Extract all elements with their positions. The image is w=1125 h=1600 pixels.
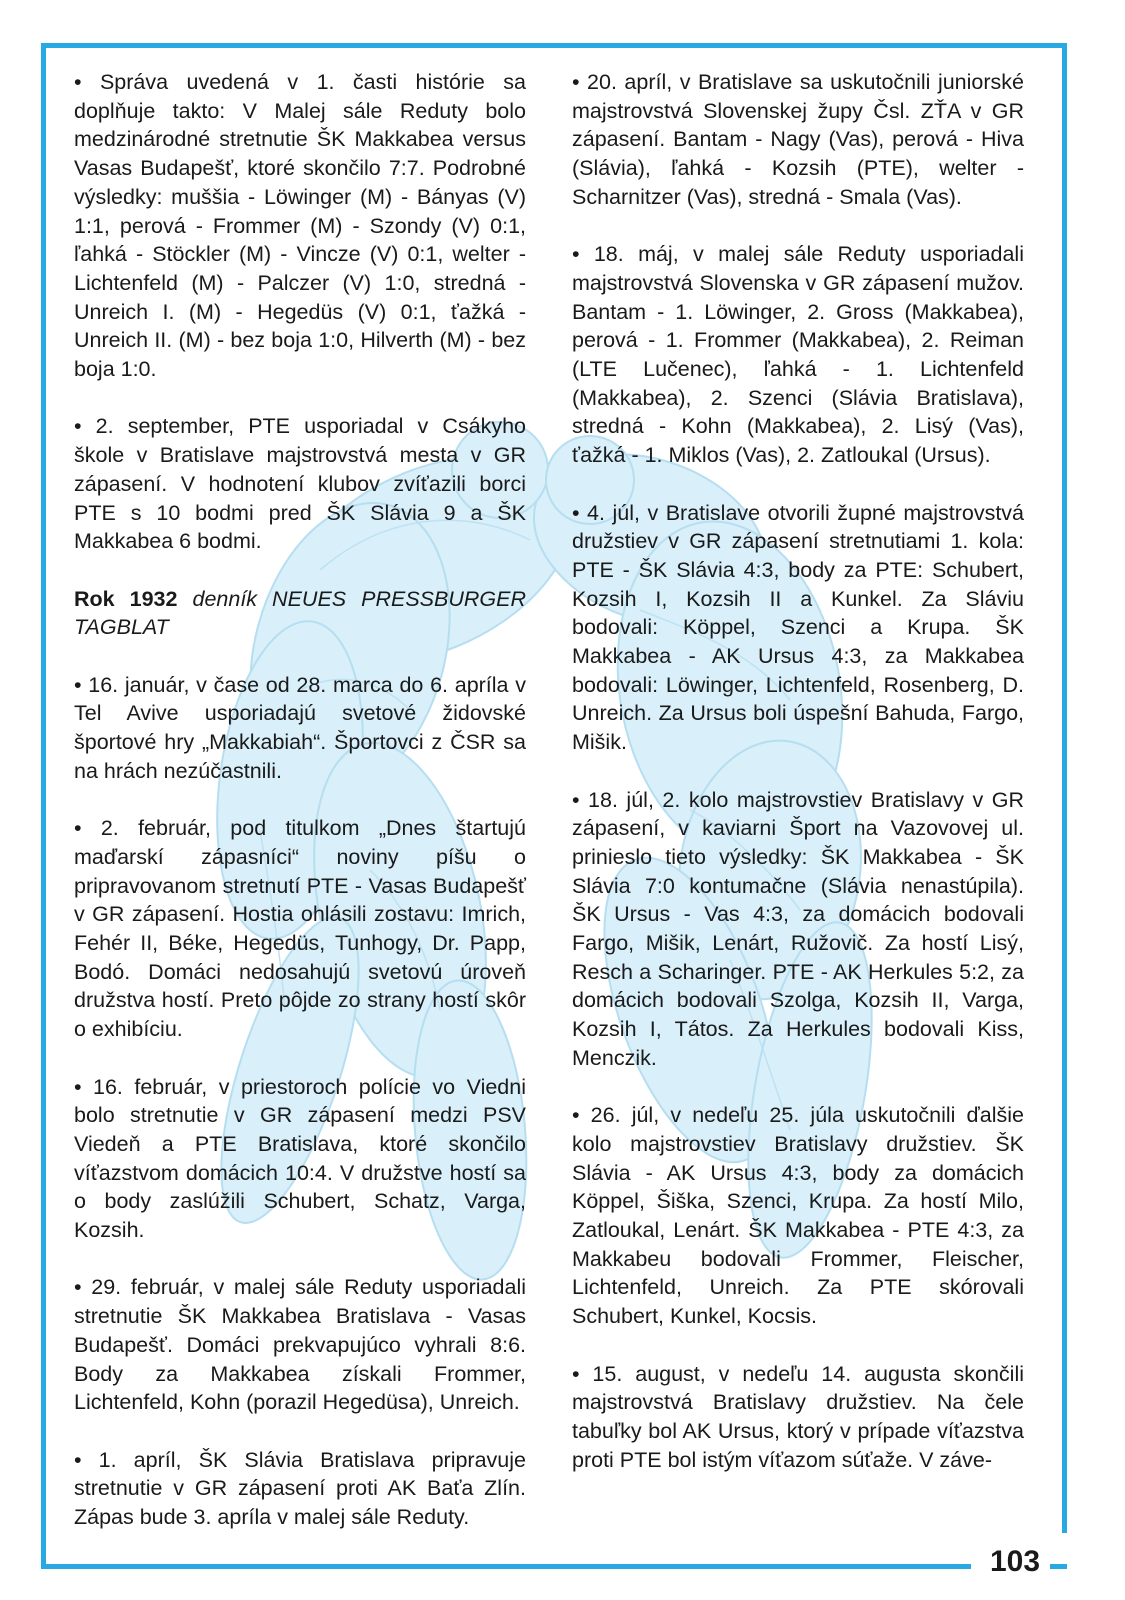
page-frame-tick xyxy=(1050,1564,1067,1569)
year-heading-year: Rok 1932 xyxy=(74,586,178,611)
year-heading-source: denník NEUES PRESSBURGER TAGBLAT xyxy=(74,586,526,640)
right-column xyxy=(572,68,1024,1474)
paragraph: • 15. august, v nedeľu 14. augusta skončili majstrovstvá Bratislavy družstiev. Na čele tabuľky bol AK Ursus, ktorý v prípade víťazstva proti PTE bol istým víťazom súťaže. V záve- xyxy=(572,1361,1024,1472)
page-frame-right xyxy=(1062,43,1067,1533)
paragraph: • 18. júl, 2. kolo majstrovstiev Bratislavy v GR zápasení, v kaviarni Šport na Vazovovej ul. prinieslo tieto výsledky: ŠK Makkabea - ŠK Slávia 7:0 kontumačne (Slávia nenastúpila). ŠK Ursus - Vas 4:3, za domácich bodovali Fargo, Mišik, Lenárt, Ružovič. Za hostí Lisý, Resch a Scharinger. PTE - AK Herkules 5:2, za domácich bodovali Szolga, Kozsih II, Varga, Kozsih I, Tátos. Za Herkules bodovali Kiss, Menczik. xyxy=(572,787,1024,1070)
page-frame-bottom xyxy=(41,1564,971,1569)
paragraph: • 20. apríl, v Bratislave sa uskutočnili juniorské majstrovstvá Slovenskej župy Čsl. ZŤA v GR zápasení. Bantam - Nagy (Vas), perová - Hiva (Slávia), ľahká - Kozsih (PTE), welter - Scharnitzer (Vas), stredná - Smala (Vas). xyxy=(572,70,1024,209)
page-frame-left xyxy=(41,43,46,1569)
paragraph: • 18. máj, v malej sále Reduty usporiadali majstrovstvá Slovenska v GR zápasení mužov. Bantam - 1. Löwinger, 2. Gross (Makkabea), perová - 1. Frommer (Makkabea), 2. Reiman (LTE Lučenec), ľahká - 1. Lichtenfeld (Makkabea), 2. Szenci (Slávia Bratislava), stredná - Kohn (Makkabea), 2. Lisý (Vas), ťažká - 1. Miklos (Vas), 2. Zatloukal (Ursus). xyxy=(572,242,1024,468)
left-column xyxy=(74,68,526,1532)
paragraph: • 2. september, PTE usporiadal v Csákyho škole v Bratislave majstrovstvá mesta v GR zápasení. V hodnotení klubov zvíťazili borci PTE s 10 bodmi pred ŠK Slávia 9 a ŠK Makkabea 6 bodmi. xyxy=(74,414,526,554)
paragraph: • 29. február, v malej sále Reduty usporiadali stretnutie ŠK Makkabea Bratislava - Vasas Budapešť. Domáci prekvapujúco vyhrali 8:6. Body za Makkabea získali Frommer, Lichtenfeld, Kohn (porazil Hegedüsa), Unreich. xyxy=(74,1275,526,1415)
paragraph: • 4. júl, v Bratislave otvorili župné majstrovstvá družstiev v GR zápasení stretnutiami 1. kola: PTE - ŠK Slávia 4:3, body za PTE: Schubert, Kozsih I, Kozsih II a Kunkel. Za Sláviu bodovali: Köppel, Szenci a Krupa. ŠK Makkabea - AK Ursus 4:3, za Makkabea bodovali: Löwinger, Lichtenfeld, Rosenberg, D. Unreich. Za Ursus boli úspešní Bahuda, Fargo, Mišik. xyxy=(572,500,1024,755)
year-heading xyxy=(74,585,526,642)
page-number: 103 xyxy=(989,1545,1041,1578)
paragraph: • 26. júl, v nedeľu 25. júla uskutočnili ďalšie kolo majstrovstiev Bratislavy družstiev. ŠK Slávia - AK Ursus 4:3, body za domácich Köppel, Šiška, Szenci, Krupa. Za hostí Milo, Zatloukal, Lenárt. ŠK Makkabea - PTE 4:3, za Makkabeu bodovali Frommer, Fleischer, Lichtenfeld, Unreich. Za PTE skórovali Schubert, Kunkel, Kocsis. xyxy=(572,1103,1024,1329)
paragraph: • 1. apríl, ŠK Slávia Bratislava pripravuje stretnutie v GR zápasení proti AK Baťa Zlín. Zápas bude 3. apríla v malej sále Reduty. xyxy=(74,1447,526,1530)
paragraph: • Správa uvedená v 1. časti histórie sa doplňuje takto: V Malej sále Reduty bolo medzinárodné stretnutie ŠK Makkabea versus Vasas Budapešť, ktoré skončilo 7:7. Podrobné výsledky: muššia - Löwinger (M) - Bányas (V) 1:1, perová - Frommer (M) - Szondy (V) 0:1, ľahká - Stöckler (M) - Vincze (V) 0:1, welter - Lichtenfeld (M) - Palczer (V) 1:0, stredná - Unreich I. (M) - Hegedüs (V) 0:1, ťažká - Unreich II. (M) - bez boja 1:0, Hilverth (M) - bez boja 1:0. xyxy=(74,70,526,382)
paragraph: • 16. február, v priestoroch polície vo Viedni bolo stretnutie v GR zápasení medzi PSV Viedeň a PTE Bratislava, ktoré skončilo víťazstvom domácich 10:4. V družstve hostí sa o body zaslúžili Schubert, Schatz, Varga, Kozsih. xyxy=(74,1074,526,1243)
paragraph: • 16. január, v čase od 28. marca do 6. apríla v Tel Avive usporiadajú svetové židovské športové hry „Makkabiah“. Športovci z ČSR sa na hrách nezúčastnili. xyxy=(74,672,526,783)
paragraph: • 2. február, pod titulkom „Dnes štartujú maďarskí zápasníci“ noviny píšu o pripravovanom stretnutí PTE - Vasas Budapešť v GR zápasení. Hostia ohlásili zostavu: Imrich, Fehér II, Béke, Hegedüs, Tunhogy, Dr. Papp, Bodó. Domáci nedosahujú svetovú úroveň družstva hostí. Preto pôjde zo strany hostí skôr o exhibíciu. xyxy=(74,816,526,1042)
page-frame-top xyxy=(41,43,1067,48)
